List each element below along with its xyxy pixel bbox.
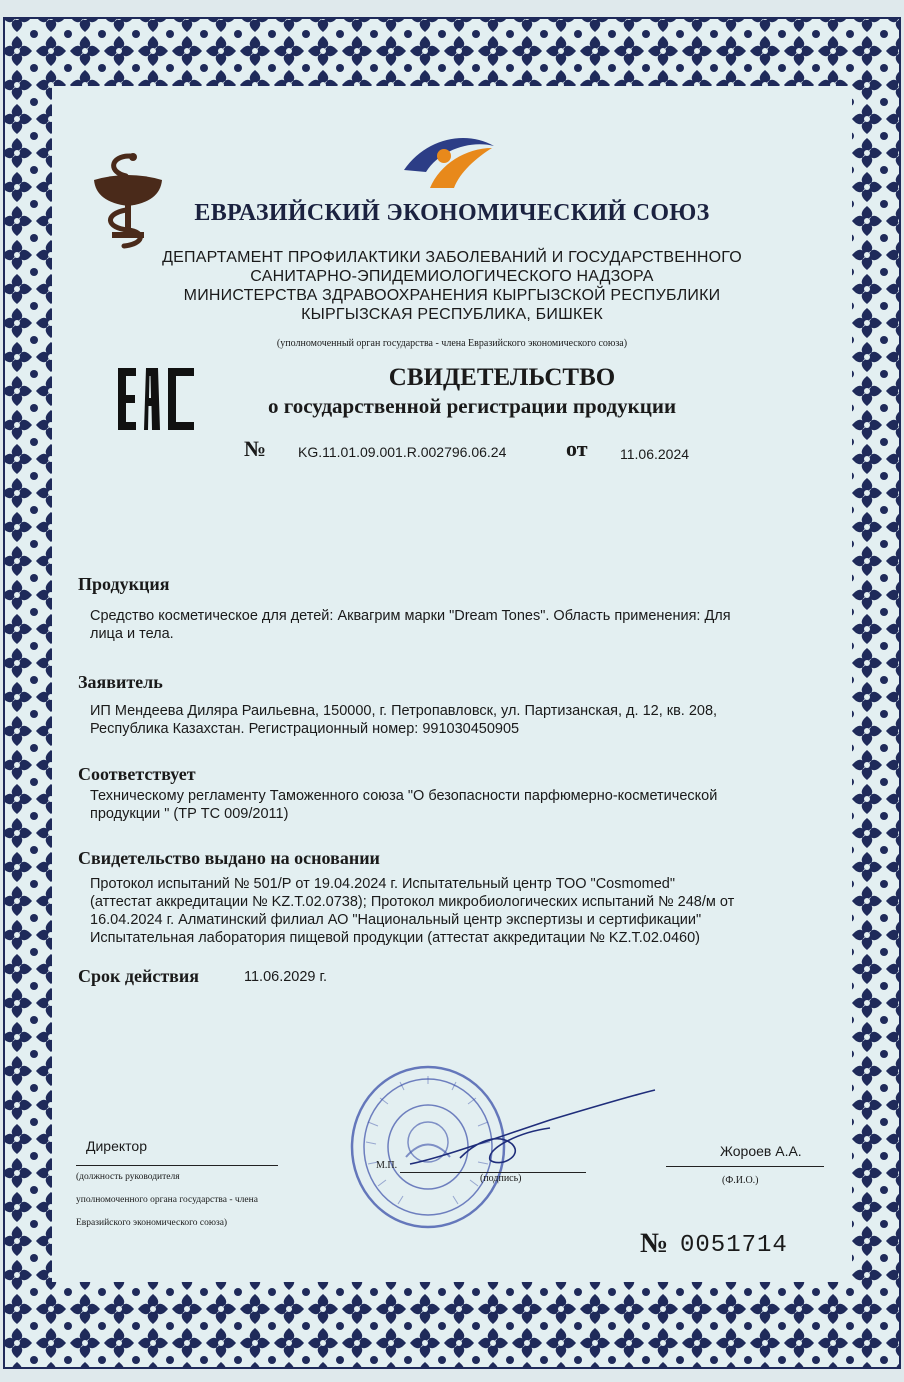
director-position: Директор bbox=[86, 1138, 147, 1154]
department-line: КЫРГЫЗСКАЯ РЕСПУБЛИКА, БИШКЕК bbox=[301, 306, 603, 323]
authorized-body-note: (уполномоченный орган государства - члена Евразийского экономического союза) bbox=[276, 338, 628, 349]
product-line: Средство косметическое для детей: Аквагрим марки "Dream Tones". Область применения: Для bbox=[90, 608, 731, 624]
director-signature bbox=[400, 1088, 660, 1183]
conforms-line: продукции " (ТР ТС 009/2011) bbox=[90, 806, 289, 822]
basis-line: (аттестат аккредитации № KZ.T.02.0738); Протокол микробиологических испытаний № 248/м от bbox=[90, 894, 735, 910]
product-line: лица и тела. bbox=[90, 626, 174, 642]
serial-label: № bbox=[640, 1228, 669, 1259]
applicant-line: Республика Казахстан. Регистрационный номер: 991030450905 bbox=[90, 721, 520, 737]
director-name: Жороев А.А. bbox=[720, 1143, 802, 1159]
position-note-line: уполномоченного органа государства - члена bbox=[76, 1195, 258, 1205]
position-note-line: (должность руководителя bbox=[76, 1172, 180, 1182]
eaeu-logo bbox=[396, 128, 500, 199]
certificate-number-label: № bbox=[244, 436, 267, 461]
certificate-number: KG.11.01.09.001.R.002796.06.24 bbox=[298, 444, 507, 460]
validity-value: 11.06.2029 г. bbox=[244, 969, 328, 985]
signature-label: (подпись) bbox=[480, 1173, 522, 1184]
applicant-heading: Заявитель bbox=[78, 672, 163, 692]
department-line: САНИТАРНО-ЭПИДЕМИОЛОГИЧЕСКОГО НАДЗОРА bbox=[250, 268, 654, 285]
position-note-line: Евразийского экономического союза) bbox=[76, 1218, 228, 1228]
applicant-line: ИП Мендеева Диляра Раильевна, 150000, г. Петропавловск, ул. Партизанская, д. 12, кв. 208, bbox=[90, 703, 718, 719]
department-name bbox=[0, 248, 904, 324]
department-line: ДЕПАРТАМЕНТ ПРОФИЛАКТИКИ ЗАБОЛЕВАНИЙ И ГОСУДАРСТВЕННОГО bbox=[162, 249, 742, 266]
basis-line: 16.04.2024 г. Алматинский филиал АО "Национальный центр экспертизы и сертификации" bbox=[90, 912, 702, 928]
basis-line: Протокол испытаний № 501/Р от 19.04.2024 г. Испытательный центр ТОО "Cosmomed" bbox=[90, 876, 675, 892]
position-note bbox=[76, 1166, 258, 1235]
name-note: (Ф.И.О.) bbox=[722, 1175, 759, 1186]
certificate-subtitle: о государственной регистрации продукции bbox=[267, 394, 677, 418]
validity-heading: Срок действия bbox=[78, 966, 200, 986]
conforms-text bbox=[90, 787, 830, 823]
certificate-date-label: от bbox=[566, 436, 588, 461]
basis-heading: Свидетельство выдано на основании bbox=[78, 848, 380, 868]
certificate-title: СВИДЕТЕЛЬСТВО bbox=[388, 364, 616, 391]
seal-label: М.П. bbox=[376, 1160, 398, 1171]
department-line: МИНИСТЕРСТВА ЗДРАВООХРАНЕНИЯ КЫРГЫЗСКОЙ РЕСПУБЛИКИ bbox=[183, 287, 721, 304]
conforms-line: Техническому регламенту Таможенного союза "О безопасности парфюмерно-косметической bbox=[90, 788, 718, 804]
certificate-date: 11.06.2024 bbox=[620, 446, 690, 462]
serial-number: 0051714 bbox=[680, 1232, 788, 1259]
basis-line: Испытательная лаборатория пищевой продукции (аттестат аккредитации № KZ.T.02.0460) bbox=[90, 930, 701, 946]
basis-text bbox=[90, 875, 830, 947]
applicant-text bbox=[90, 702, 830, 738]
conforms-heading: Соответствует bbox=[78, 764, 196, 784]
product-heading: Продукция bbox=[78, 574, 170, 594]
union-name: ЕВРАЗИЙСКИЙ ЭКОНОМИЧЕСКИЙ СОЮЗ bbox=[194, 200, 710, 226]
name-line bbox=[666, 1166, 824, 1167]
product-text bbox=[90, 607, 830, 643]
